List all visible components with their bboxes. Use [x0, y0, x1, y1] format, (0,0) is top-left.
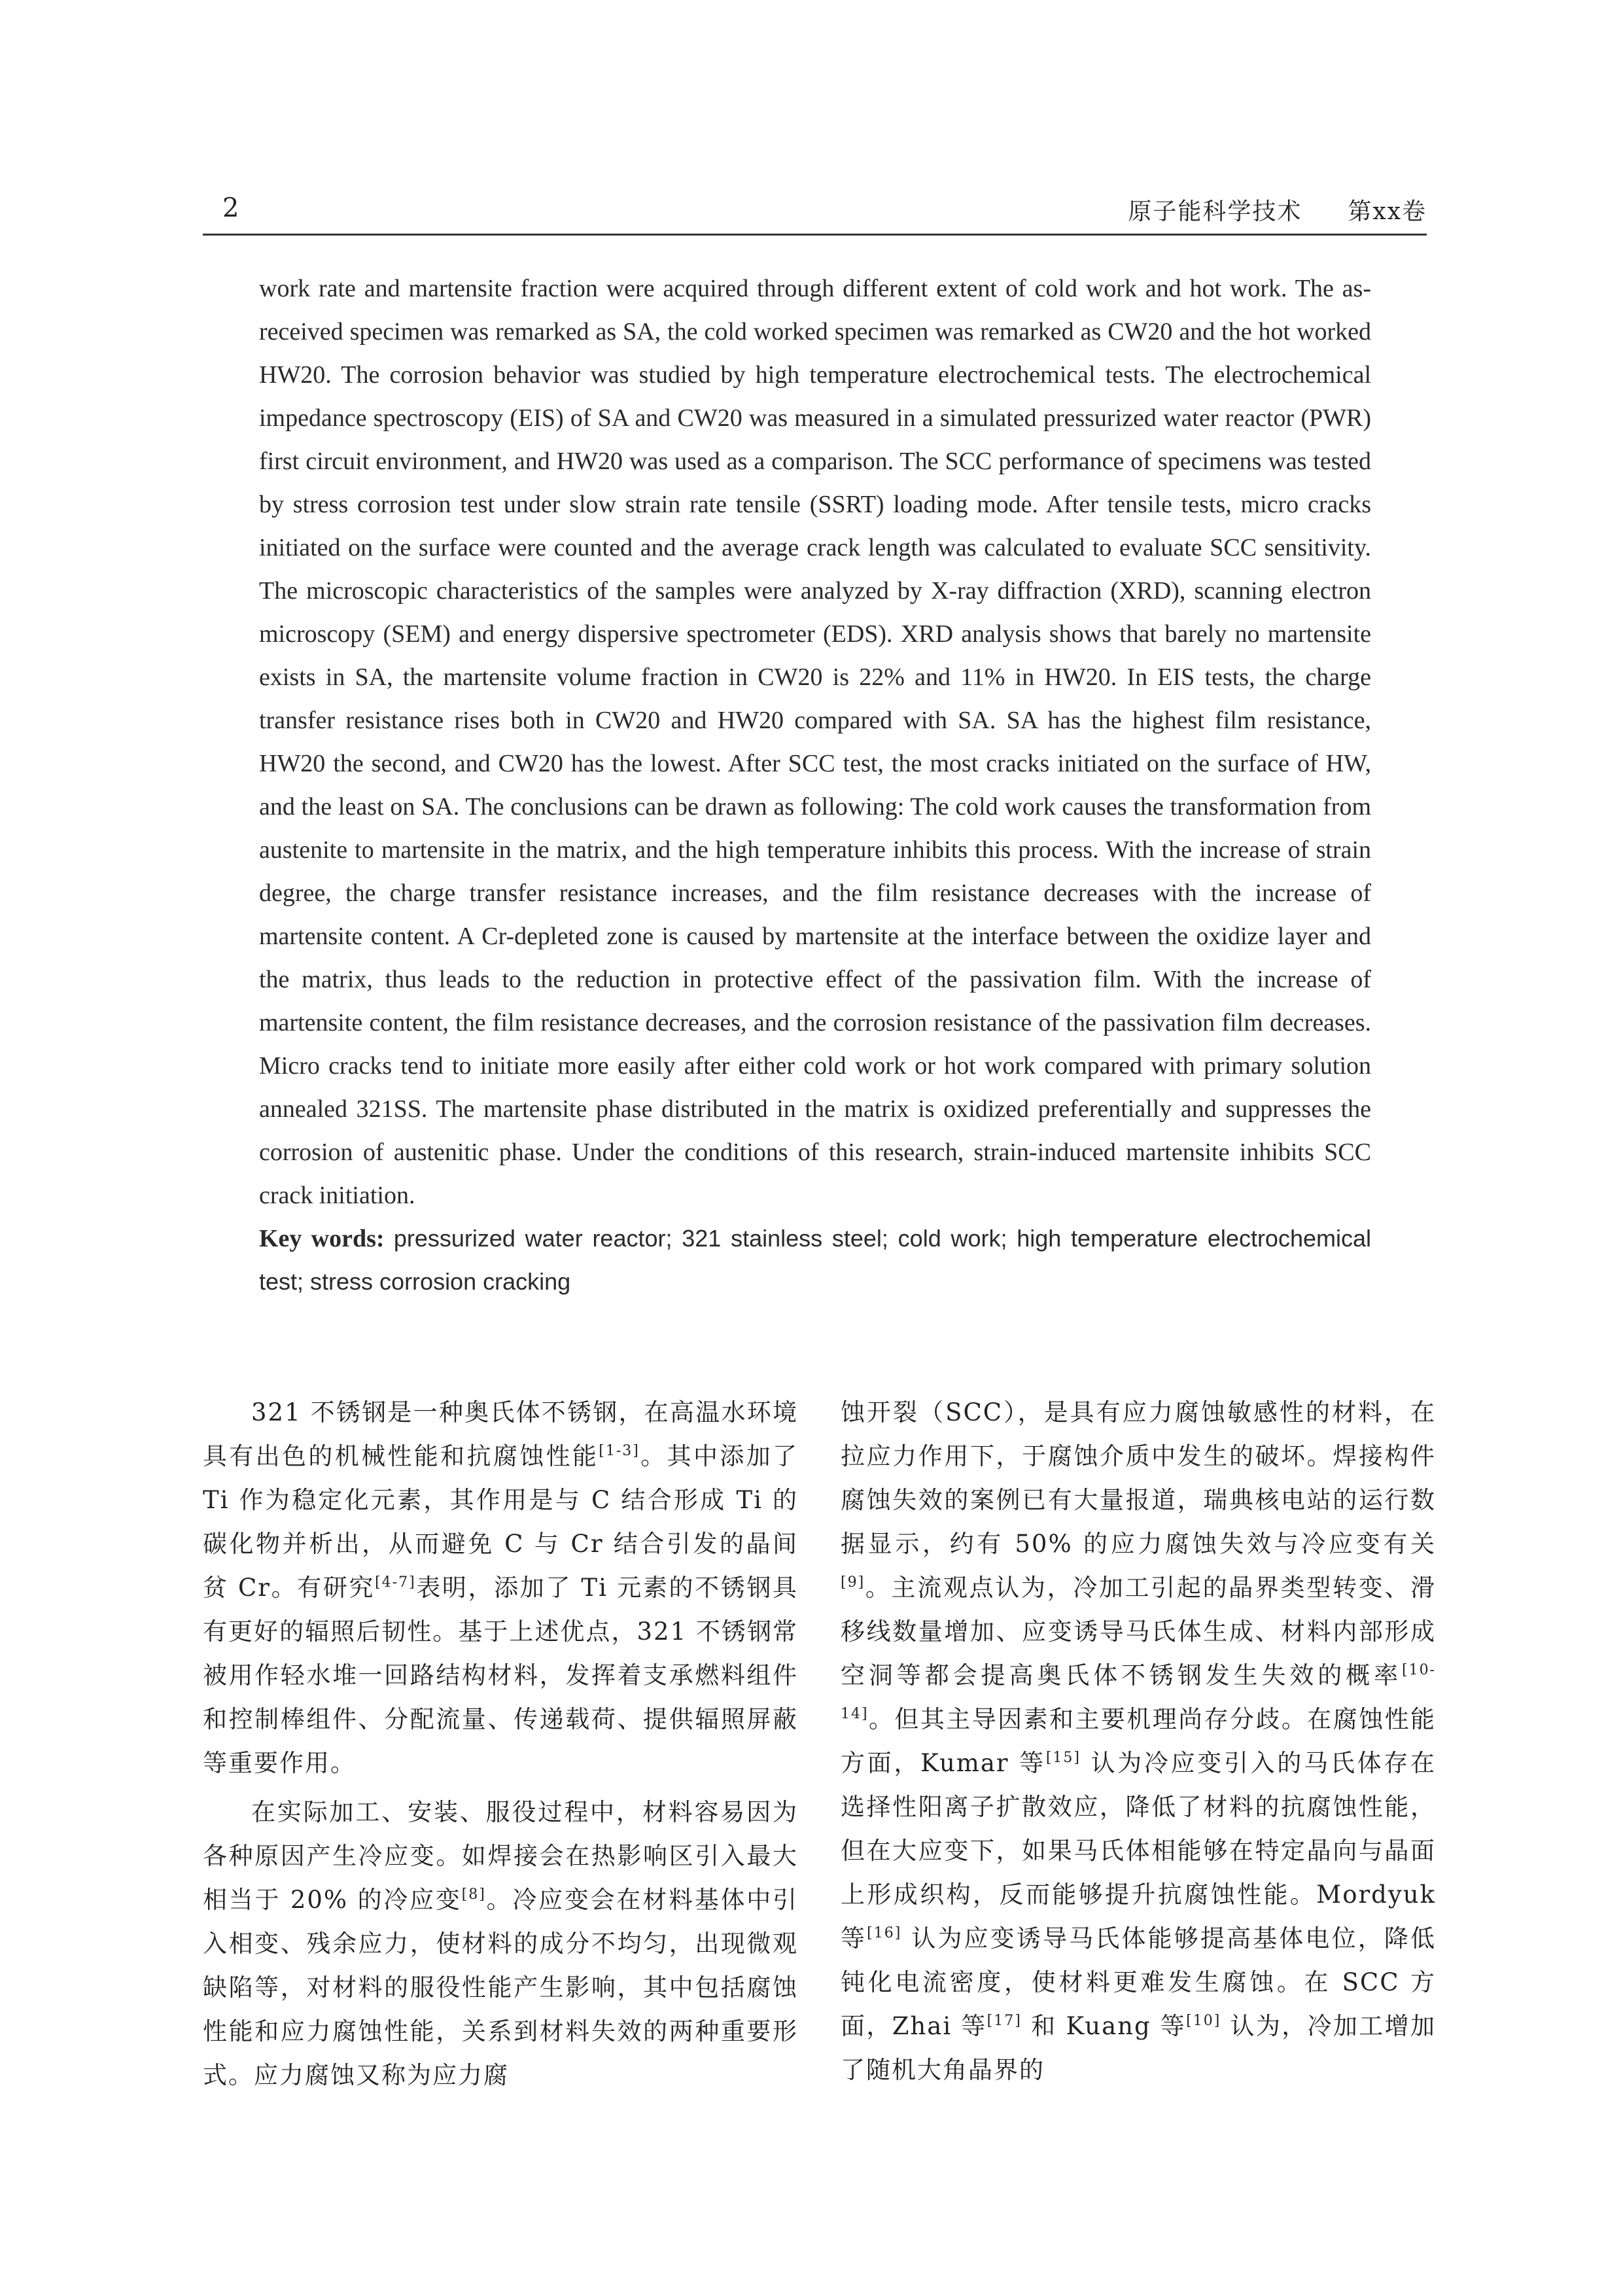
citation[interactable]: [4-7] — [375, 1574, 416, 1591]
volume-label: 第xx卷 — [1348, 198, 1427, 225]
citation[interactable]: [9] — [841, 1574, 865, 1591]
page-number: 2 — [222, 193, 239, 223]
paragraph-2: 在实际加工、安装、服役过程中，材料容易因为各种原因产生冷应变。如焊接会在热影响区引入最大相当于 20% 的冷应变[8]。冷应变会在材料基体中引入相变、残余应力，使材料的成分不均匀，出现微观缺陷等，对材料的服役性能产生影响，其中包括腐蚀性能和应力腐蚀性能，关系到材料失效的两种重要形式。应力腐蚀又称为应力腐 — [203, 1798, 799, 2089]
keywords-text: pressurized water reactor; 321 stainless steel; cold work; high temperature electrochemical test; stress corrosion cracking — [259, 1225, 1372, 1295]
abstract-body: work rate and martensite fraction were acquired through different extent of cold work and hot work. The as-received specimen was remarked as SA, the cold worked specimen was remarked as CW20 and the hot worked HW20. The corrosion behavior was studied by high temperature electrochemical tests. The electrochemical impedance spectroscopy (EIS) of SA and CW20 was measured in a simulated pressurized water reactor (PWR) first circuit environment, and HW20 was used as a comparison. The SCC performance of specimens was tested by stress corrosion test under slow strain rate tensile (SSRT) loading mode. After tensile tests, micro cracks initiated on the surface were counted and the average crack length was calculated to evaluate SCC sensitivity. The microscopic characteristics of the samples were analyzed by X-ray diffraction (XRD), scanning electron microscopy (SEM) and energy dispersive spectrometer (EDS). XRD analysis shows that barely no martensite exists in SA, the martensite volume fraction in CW20 is 22% and 11% in HW20. In EIS tests, the charge transfer resistance rises both in CW20 and HW20 compared with SA. SA has the highest film resistance, HW20 the second, and CW20 has the lowest. After SCC test, the most cracks initiated on the surface of HW, and the least on SA. The conclusions can be drawn as following: The cold work causes the transformation from austenite to martensite in the matrix, and the high temperature inhibits this process. With the increase of strain degree, the charge transfer resistance increases, and the film resistance decreases with the increase of martensite content. A Cr-depleted zone is caused by martensite at the interface between the oxidize layer and the matrix, thus leads to the reduction in protective effect of the passivation film. With the increase of martensite content, the film resistance decreases, and the corrosion resistance of the passivation film decreases. Micro cracks tend to initiate more easily after either cold work or hot work compared with primary solution annealed 321SS. The martensite phase distributed in the matrix is oxidized preferentially and suppresses the corrosion of austenitic phase. Under the conditions of this research, strain-induced martensite inhibits SCC crack initiation. — [259, 275, 1371, 1209]
paragraph-continued: 蚀开裂（SCC），是具有应力腐蚀敏感性的材料，在拉应力作用下，于腐蚀介质中发生的破坏。焊接构件腐蚀失效的案例已有大量报道，瑞典核电站的运行数据显示，约有 50% 的应力腐蚀失效与冷应变有关[9]。主流观点认为，冷加工引起的晶界类型转变、滑移线数量增加、应变诱导马氏体生成、材料内部形成空洞等都会提高奥氏体不锈钢发生失效的概率[10-14]。但其主导因素和主要机理尚存分歧。在腐蚀性能方面，Kumar 等[15] 认为冷应变引入的马氏体存在选择性阳离子扩散效应，降低了材料的抗腐蚀性能，但在大应变下，如果马氏体相能够在特定晶向与晶面上形成织构，反而能够提升抗腐蚀性能。Mordyuk 等[16] 认为应变诱导马氏体能够提高基体电位，降低钝化电流密度，使材料更难发生腐蚀。在 SCC 方面，Zhai 等[17] 和 Kuang 等[10] 认为，冷加工增加了随机大角晶界的 — [841, 1398, 1437, 2084]
body-column-left — [203, 1390, 798, 2102]
page-header — [203, 193, 1427, 234]
keywords-label: Key words: — [259, 1225, 385, 1252]
body-column-right — [841, 1390, 1436, 2097]
citation[interactable]: [10] — [1186, 2013, 1221, 2029]
journal-name: 原子能科学技术 — [1128, 198, 1302, 225]
citation[interactable]: [15] — [1045, 1750, 1081, 1766]
header-rule — [203, 234, 1427, 236]
citation[interactable]: [17] — [986, 2013, 1022, 2029]
citation[interactable]: [16] — [867, 1925, 902, 1941]
paragraph-1: 321 不锈钢是一种奥氏体不锈钢，在高温水环境具有出色的机械性能和抗腐蚀性能[1-3]。其中添加了 Ti 作为稳定化元素，其作用是与 C 结合形成 Ti 的碳化物并析出，从而避免 C 与 Cr 结合引发的晶间贫 Cr。有研究[4-7]表明，添加了 Ti 元素的不锈钢具有更好的辐照后韧性。基于上述优点，321 不锈钢常被用作轻水堆一回路结构材料，发挥着支承燃料组件和控制棒组件、分配流量、传递载荷、提供辐照屏蔽等重要作用。 — [203, 1398, 799, 1777]
journal-info — [1082, 193, 1427, 226]
citation[interactable]: [8] — [461, 1886, 486, 1903]
citation[interactable]: [1-3] — [599, 1443, 640, 1459]
keywords — [259, 1217, 1371, 1303]
citation[interactable]: [10-14] — [841, 1662, 1436, 1722]
english-abstract — [259, 267, 1371, 1303]
